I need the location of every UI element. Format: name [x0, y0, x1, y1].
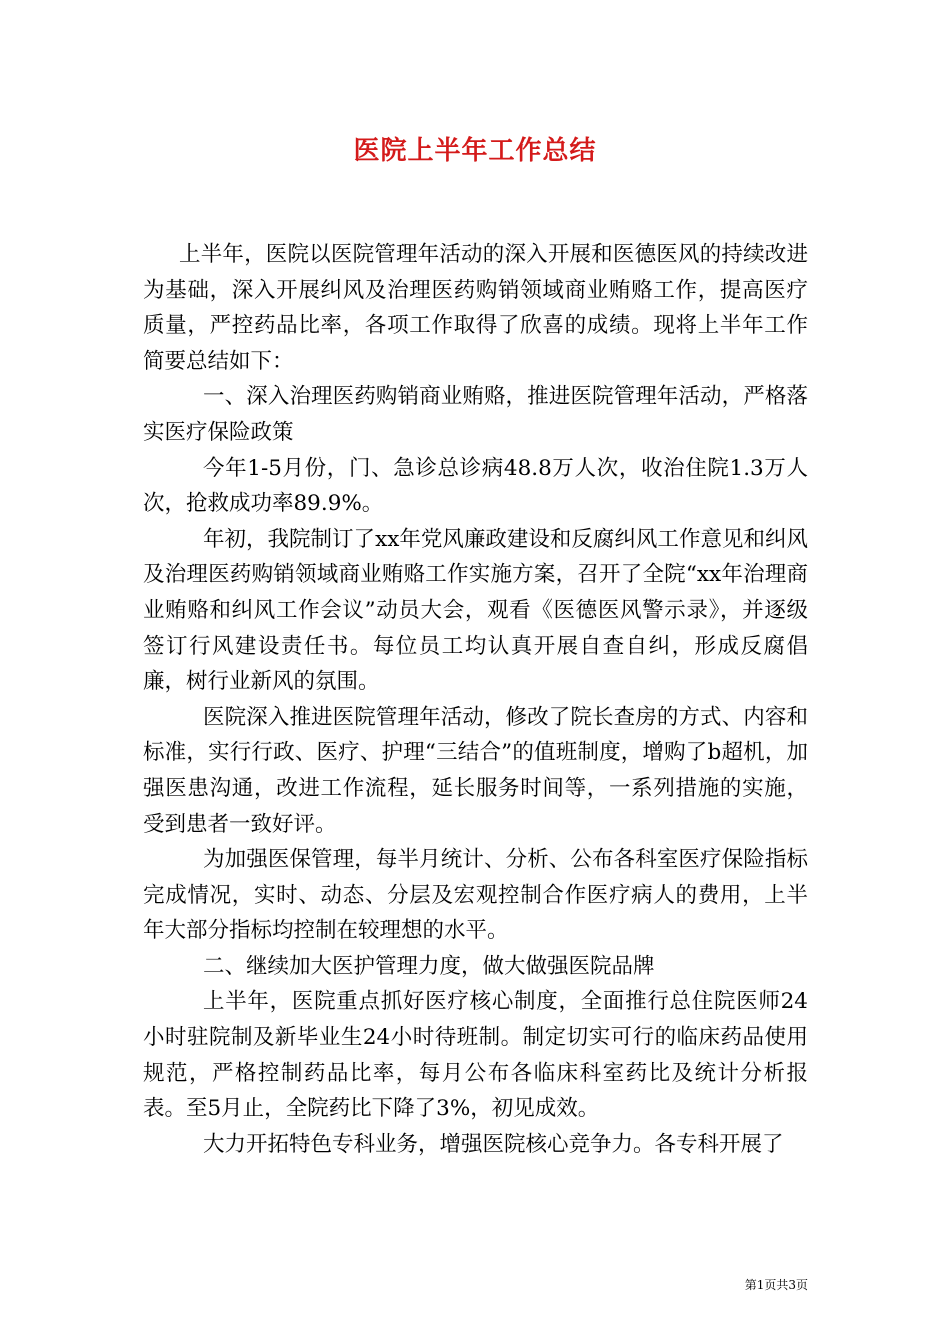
- paragraph-core-system: 上半年，医院重点抓好医疗核心制度，全面推行总住院医师24小时驻院制及新毕业生24小时待班制。制定切实可行的临床药品使用规范，严格控制药品比率，每月公布各临床科室药比及统计分析报表。至5月止，全院药比下降了3%，初见成效。: [143, 989, 808, 1122]
- section-heading-2: 二、继续加大医护管理力度，做大做强医院品牌: [203, 953, 655, 979]
- paragraph-intro: 上半年，医院以医院管理年活动的深入开展和医德医风的持续改进为基础，深入开展纠风及治理医药购销领域商业贿赂工作，提高医疗质量，严控药品比率，各项工作取得了欣喜的成绩。现将上半年工作简要总结如下：: [143, 242, 808, 374]
- section-heading-1: 一、深入治理医药购销商业贿赂，推进医院管理年活动，严格落实医疗保险政策: [143, 384, 808, 445]
- document-title: 医院上半年工作总结: [353, 136, 597, 166]
- paragraph-medical-insurance: 为加强医保管理，每半月统计、分析、公布各科室医疗保险指标完成情况，实时、动态、分层及宏观控制合作医疗病人的费用，上半年大部分指标均控制在较理想的水平。: [143, 847, 808, 944]
- document-body: [143, 237, 808, 1162]
- page-number: 第1页共3页: [744, 1278, 808, 1292]
- paragraph-statistics: 今年1-5月份，门、急诊总诊病48.8万人次，收治住院1.3万人次，抢救成功率89.9%。: [143, 455, 808, 517]
- paragraph-management-year: 医院深入推进医院管理年活动，修改了院长查房的方式、内容和标准，实行行政、医疗、护理“三结合”的值班制度，增购了b超机，加强医患沟通，改进工作流程，延长服务时间等，一系列措施的实施，受到患者一致好评。: [143, 704, 808, 837]
- paragraph-anti-corruption: 年初，我院制订了xx年党风廉政建设和反腐纠风工作意见和纠风及治理医药购销领域商业贿赂工作实施方案，召开了全院“xx年治理商业贿赂和纠风工作会议”动员大会，观看《医德医风警示录》，并逐级签订行风建设责任书。每位员工均认真开展自查自纠，形成反腐倡廉，树行业新风的氛围。: [143, 526, 808, 695]
- paragraph-specialty: 大力开拓特色专科业务，增强医院核心竞争力。各专科开展了: [203, 1131, 784, 1157]
